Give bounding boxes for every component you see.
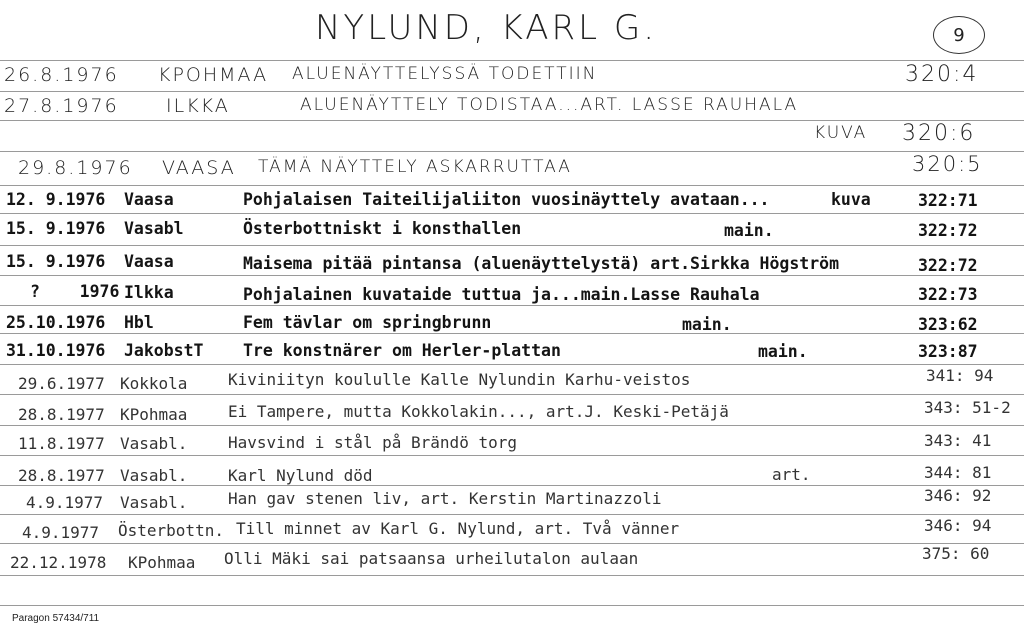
entry-date: 4.9.1977	[22, 523, 100, 542]
ruled-line	[0, 245, 1024, 246]
ruled-line	[0, 333, 1024, 334]
ruled-line	[0, 394, 1024, 395]
entry-ref: 323:87	[918, 342, 978, 361]
entry-source: Vasabl.	[120, 434, 188, 453]
entry-source: Vasabl.	[120, 466, 188, 485]
ruled-line	[0, 185, 1024, 186]
ruled-line	[0, 575, 1024, 576]
entry-text: Österbottniskt i konsthallen	[243, 219, 522, 238]
entry-source: Vasabl	[124, 219, 184, 238]
entry-source: Vaasa	[124, 190, 174, 209]
ruled-line	[0, 455, 1024, 456]
entry-text: Fem tävlar om springbrunn	[243, 313, 492, 332]
entry-date: 28.8.1977	[18, 405, 105, 424]
card-title: NYLUND, KARL G.	[315, 8, 658, 48]
printer-imprint: Paragon 57434/711	[12, 613, 100, 624]
hw-entry-ref: 320:5	[912, 152, 983, 176]
entry-text: Havsvind i stål på Brändö torg	[228, 433, 517, 452]
entry-source: KPohmaa	[128, 553, 196, 572]
card-number: 9	[933, 16, 985, 54]
entry-source: Vasabl.	[120, 493, 188, 512]
entry-ref: 322:73	[918, 285, 978, 304]
hw-entry-date: 27.8.1976	[4, 95, 119, 117]
entry-ref: 322:72	[918, 221, 978, 240]
entry-note: main.	[682, 315, 732, 334]
entry-source: JakobstT	[124, 341, 204, 360]
entry-text: Tre konstnärer om Herler-plattan	[243, 341, 561, 360]
entry-date: 15. 9.1976	[6, 252, 106, 271]
ruled-line	[0, 485, 1024, 486]
entry-ref: 375: 60	[922, 544, 990, 563]
hw-entry-ref: 320:4	[905, 62, 979, 87]
ruled-line	[0, 543, 1024, 544]
hw-entry-text: ALUENÄYTTELYSSÄ TODETTIIN	[292, 64, 598, 84]
ruled-line	[0, 305, 1024, 306]
entry-date: 12. 9.1976	[6, 190, 106, 209]
ruled-line	[0, 213, 1024, 214]
hw-entry-source: VAASA	[162, 157, 236, 179]
entry-date: 11.8.1977	[18, 434, 105, 453]
hw-entry-source: ILKKA	[166, 95, 230, 117]
entry-source: Kokkola	[120, 374, 188, 393]
entry-ref: 343: 41	[924, 431, 992, 450]
entry-text: Till minnet av Karl G. Nylund, art. Två vänner	[236, 519, 680, 538]
ruled-line	[0, 60, 1024, 61]
entry-ref: 344: 81	[924, 463, 992, 482]
entry-ref: 346: 94	[924, 516, 992, 535]
entry-source: Vaasa	[124, 252, 174, 271]
ruled-line	[0, 514, 1024, 515]
hw-entry-date: 26.8.1976	[4, 64, 119, 86]
entry-ref: 323:62	[918, 315, 978, 334]
entry-ref: 343: 51-2	[924, 398, 1011, 417]
hw-entry-date: 29.8.1976	[18, 157, 133, 179]
entry-ref: 346: 92	[924, 486, 992, 505]
hw-entry-text: ALUENÄYTTELY TODISTAA...ART. LASSE RAUHALA	[300, 95, 799, 115]
ruled-line	[0, 120, 1024, 121]
hw-entry-note: KUVA	[814, 123, 868, 143]
ruled-line	[0, 605, 1024, 606]
entry-date: ? 1976	[30, 282, 120, 301]
entry-text: Han gav stenen liv, art. Kerstin Martinazzoli	[228, 489, 662, 508]
entry-ref: 322:72	[918, 256, 978, 275]
entry-source: Ilkka	[124, 283, 174, 302]
hw-entry-source: KPOHMAA	[158, 64, 269, 86]
entry-date: 28.8.1977	[18, 466, 105, 485]
entry-date: 25.10.1976	[6, 313, 106, 332]
entry-text: Pohjalainen kuvataide tuttua ja...main.Lasse Rauhala	[243, 285, 760, 304]
entry-text: Kiviniityn koululle Kalle Nylundin Karhu-veistos	[228, 370, 691, 389]
entry-date: 4.9.1977	[26, 493, 104, 512]
ruled-line	[0, 151, 1024, 152]
hw-entry-text: TÄMÄ NÄYTTELY ASKARRUTTAA	[258, 157, 572, 177]
entry-ref: 341: 94	[926, 366, 994, 385]
entry-text: Olli Mäki sai patsaansa urheilutalon aulaan	[224, 549, 639, 568]
entry-note: kuva	[831, 190, 871, 209]
entry-date: 15. 9.1976	[6, 219, 106, 238]
entry-note: art.	[772, 465, 811, 484]
entry-text: Pohjalaisen Taiteilijaliiton vuosinäyttely avataan...	[243, 190, 770, 209]
entry-source: KPohmaa	[120, 405, 188, 424]
entry-date: 31.10.1976	[6, 341, 106, 360]
entry-text: Maisema pitää pintansa (aluenäyttelystä) art.Sirkka Högström	[243, 254, 840, 273]
entry-date: 22.12.1978	[10, 553, 107, 572]
entry-date: 29.6.1977	[18, 374, 105, 393]
entry-text: Karl Nylund död	[228, 466, 373, 485]
entry-note: main.	[758, 342, 808, 361]
ruled-line	[0, 425, 1024, 426]
entry-source: Hbl	[124, 313, 154, 332]
ruled-line	[0, 91, 1024, 92]
ruled-line	[0, 364, 1024, 365]
entry-text: Ei Tampere, mutta Kokkolakin..., art.J. Keski-Petäjä	[228, 402, 729, 421]
entry-ref: 322:71	[918, 191, 978, 210]
ruled-line	[0, 275, 1024, 276]
entry-note: main.	[724, 221, 774, 240]
hw-entry-ref: 320:6	[902, 121, 976, 146]
entry-source: Österbottn.	[118, 521, 224, 540]
